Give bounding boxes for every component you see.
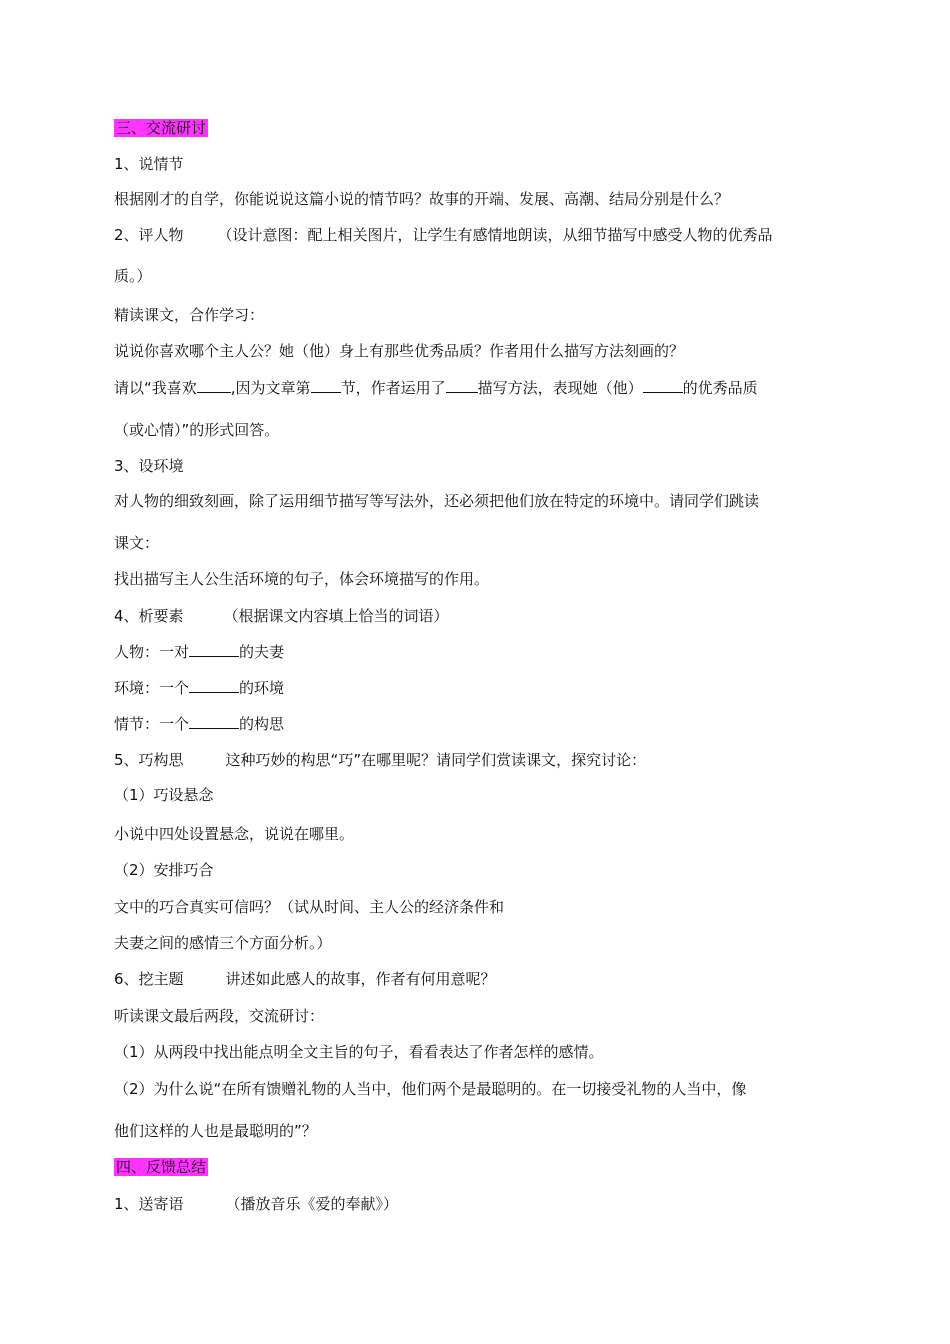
structure-subitem-2-question: 文中的巧合真实可信吗？（试从时间、主人公的经济条件和: [114, 898, 505, 916]
item-message-heading: 1、送寄语 （播放音乐《爱的奉献》）: [114, 1195, 399, 1213]
item-structure-heading: 5、巧构思 这种巧妙的构思“巧”在哪里呢？请同学们赏读课文，探究讨论：: [114, 751, 647, 769]
structure-subitem-1-question: 小说中四处设置悬念，说说在哪里。: [114, 825, 355, 843]
item-character-note-cont: 质。）: [114, 267, 152, 285]
fill-blank: [189, 678, 239, 693]
item-plot-question: 根据刚才的自学，你能说说这篇小说的情节吗？故事的开端、发展、高潮、结局分别是什么？: [114, 190, 730, 208]
structure-subitem-2-question-cont: 夫妻之间的感情三个方面分析。）: [114, 934, 332, 952]
item-setting-task: 找出描写主人公生活环境的句子，体会环境描写的作用。: [114, 570, 490, 588]
item-setting-text: 对人物的细致刻画，除了运用细节描写等写法外，还必须把他们放在特定的环境中。请同学们跳读: [114, 492, 760, 510]
structure-subitem-2: （2）安排巧合: [114, 861, 214, 879]
fill-blank: [197, 378, 231, 393]
theme-subitem-1: （1）从两段中找出能点明全文主旨的句子，看看表达了作者怎样的感情。: [114, 1043, 604, 1061]
answer-template: 请以“我喜欢 ,因为文章第 节，作者运用了 描写方法，表现她（他） 的优秀品质: [114, 379, 758, 397]
highlight: 四、反馈总结: [116, 1158, 207, 1176]
fill-blank: [189, 714, 239, 729]
highlight: 三、交流研讨: [116, 119, 207, 137]
item-character-heading: 2、评人物 （设计意图：配上相关图片，让学生有感情地朗读，从细节描写中感受人物的优秀品: [114, 226, 773, 244]
theme-subitem-2-cont: 他们这样的人也是最聪明的”？: [114, 1122, 317, 1140]
theme-subitem-2: （2）为什么说“在所有馈赠礼物的人当中，他们两个是最聪明的。在一切接受礼物的人当中，像: [114, 1080, 747, 1098]
item-character-task: 精读课文，合作学习：: [114, 306, 265, 324]
item-setting-text-cont: 课文：: [114, 534, 160, 552]
item-setting-heading: 3、设环境: [114, 457, 184, 475]
fill-blank: [189, 642, 239, 657]
item-elements-heading: 4、析要素 （根据课文内容填上恰当的词语）: [114, 607, 449, 625]
fill-blank: [446, 378, 478, 393]
element-characters: 人物：一对 的夫妻: [114, 643, 285, 661]
fill-blank: [643, 378, 683, 393]
item-theme-heading: 6、挖主题 讲述如此感人的故事，作者有何用意呢？: [114, 970, 496, 988]
structure-subitem-1: （1）巧设悬念: [114, 786, 214, 804]
fill-blank: [311, 378, 341, 393]
item-character-question: 说说你喜欢哪个主人公？她（他）身上有那些优秀品质？作者用什么描写方法刻画的？: [114, 342, 685, 360]
answer-template-cont: （或心情）”的形式回答。: [114, 421, 280, 439]
item-theme-task: 听读课文最后两段，交流研讨：: [114, 1007, 325, 1025]
section-three-title: [114, 118, 208, 138]
item-plot-heading: 1、说情节: [114, 155, 184, 173]
element-plot: 情节：一个 的构思: [114, 715, 285, 733]
section-four-title: [114, 1157, 208, 1177]
element-environment: 环境：一个 的环境: [114, 679, 285, 697]
